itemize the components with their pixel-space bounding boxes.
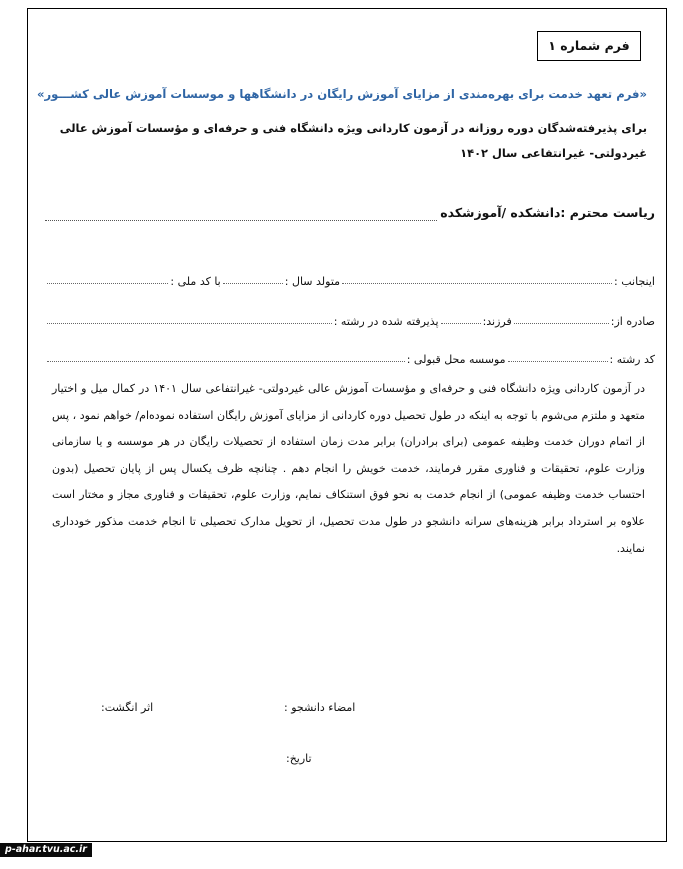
born-label: متولد سال : [284, 275, 341, 288]
form-title: «فرم تعهد خدمت برای بهره‌مندی از مزایای آموزش رایگان در دانشگاهها و موسسات آموزش عالی کشـــور» [37, 87, 647, 101]
major-code-label: کد رشته : [609, 353, 655, 366]
fingerprint-label: اثر انگشت: [101, 701, 154, 714]
accepted-in-blank [47, 322, 332, 324]
born-blank [223, 282, 283, 284]
institution-label: موسسه محل قبولی : [406, 353, 506, 366]
undersigned-label: اینجانب : [614, 275, 655, 288]
issued-from-label: صادره از: [610, 315, 655, 328]
accepted-in-label: پذیرفته شده در رشته : [333, 315, 439, 328]
issue-row [45, 306, 655, 328]
child-of-label: فرزند: [482, 315, 512, 328]
greeting-blank [45, 205, 437, 221]
major-row [45, 344, 655, 366]
major-code-blank [508, 360, 608, 362]
national-code-blank [47, 282, 168, 284]
national-code-label: با کد ملی : [170, 275, 221, 288]
greeting-line [45, 205, 655, 229]
site-watermark: p-ahar.tvu.ac.ir [0, 843, 92, 857]
form-number: فرم شماره ۱ [537, 31, 641, 61]
issued-from-blank [514, 322, 609, 324]
date-label: تاریخ: [286, 752, 312, 765]
commitment-text: در آزمون کاردانی ویژه دانشگاه فنی و حرفه‌ای و مؤسسات آموزش عالی غیردولتی- غیرانتفاعی سال ۱۴۰۱ در کمال میل و اختیار متعهد و ملتزم می‌شوم با توجه به اینکه در طول تحصیل دوره کاردانی از مزایای آموزش رایگان استفاده نموده‌ام/ خواهم نمود ، پس از اتمام دوران خدمت وظیفه عمومی (برای برادران) برابر مدت زمان استفاده از تحصیلات رایگان در هر موسسه و یا سازمانی وزارت علوم، تحقیقات و فناوری مقرر فرمایند، خدمت خویش را انجام دهم . چنانچه ظرف یکسال پس از پایان تحصیل (بدون احتساب خدمت وظیفه عمومی) از انجام خدمت به نحو فوق استنکاف نمایم، وزارت علوم، تحقیقات و فناوری مجاز و مختار است علاوه بر استرداد برابر هزینه‌های سرانه دانشجو در طول مدت تحصیل، از تحویل مدارک تحصیلی تا انجام خدمت مذکور خودداری نمایند. [52, 382, 645, 555]
undersigned-blank [342, 282, 612, 284]
institution-blank [47, 360, 405, 362]
form-subtitle: برای پذیرفته‌شدگان دوره روزانه در آزمون کاردانی ویژه دانشگاه فنی و حرفه‌ای و مؤسسات آموزش عالی غیردولتی- غیرانتفاعی سال ۱۴۰۲ [59, 121, 647, 160]
greeting-label: ریاست محترم :دانشکده /آموزشکده [440, 205, 655, 220]
child-of-blank [441, 322, 481, 324]
identity-row [45, 266, 655, 288]
student-signature-label: امضاء دانشجو : [284, 701, 356, 714]
